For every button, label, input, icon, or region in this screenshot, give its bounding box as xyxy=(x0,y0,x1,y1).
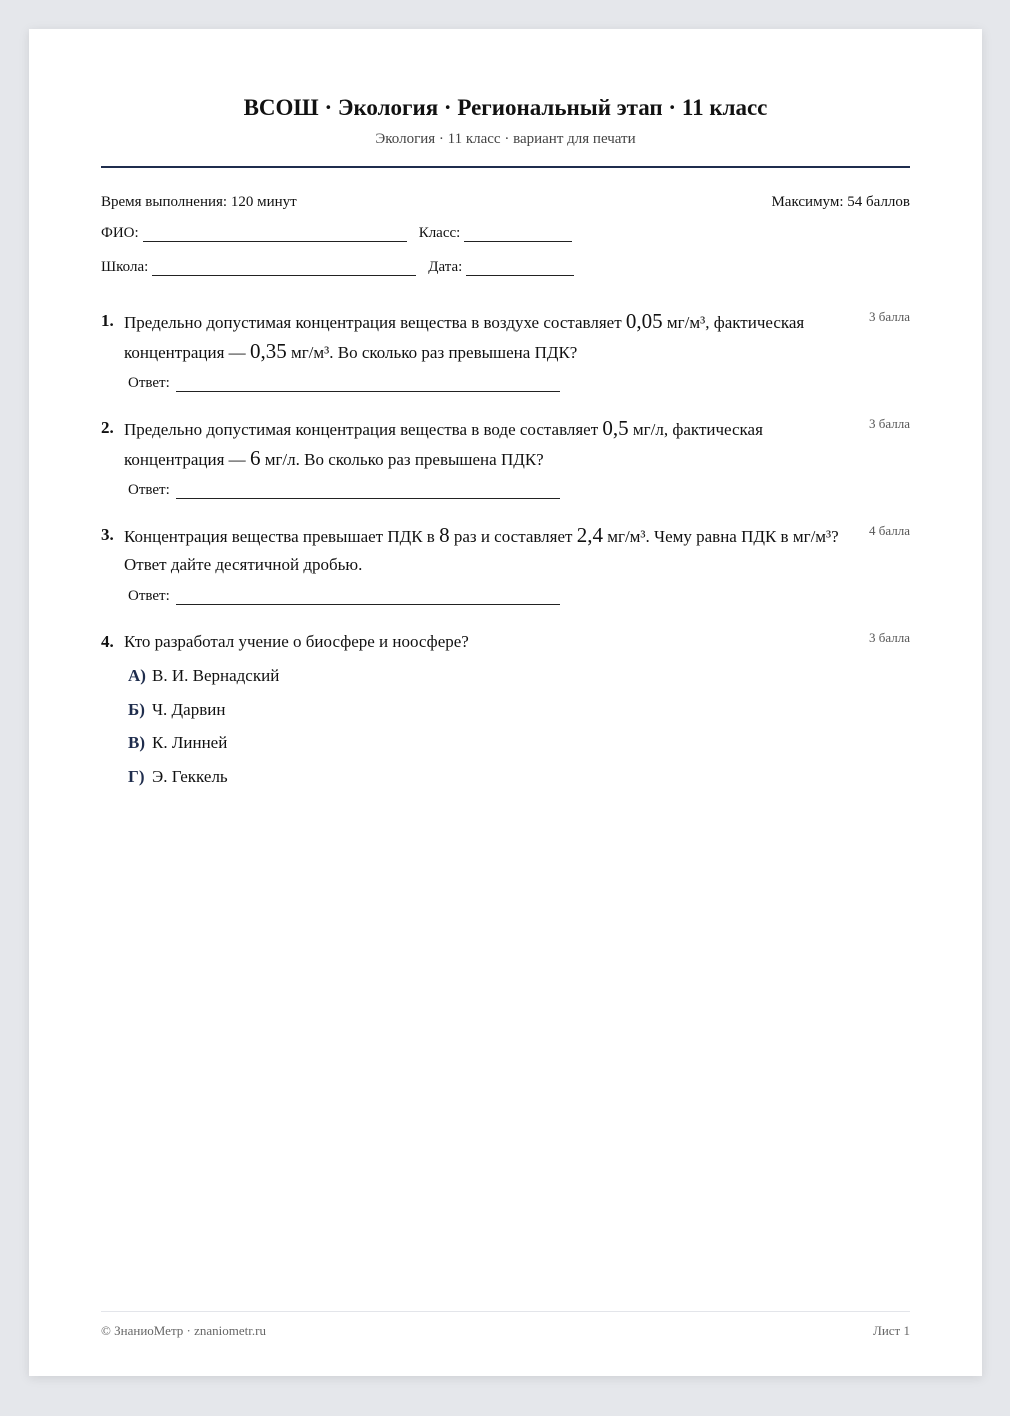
copyright-text: © ЗнаниоМетр · znaniometr.ru xyxy=(101,1323,266,1338)
value: 8 xyxy=(439,523,450,547)
time-limit: Время выполнения: 120 минут xyxy=(101,194,297,210)
answer-label: Ответ: xyxy=(128,482,170,498)
class-label: Класс: xyxy=(418,225,461,241)
max-score: Максимум: 54 баллов xyxy=(771,194,910,210)
question-text: Предельно допустимая концентрация вещества в воздухе составляет 0,05 мг/м³, фактическая концентрация — 0,35 мг/м³. Во сколько раз превышена ПДК? xyxy=(124,309,805,363)
answer-row-3 xyxy=(128,588,560,605)
answer-field[interactable] xyxy=(176,485,560,499)
question-text: Кто разработал учение о биосфере и ноосфере? xyxy=(124,632,469,651)
option-text: Ч. Дарвин xyxy=(152,700,226,719)
meta-row xyxy=(101,194,910,211)
option-text: В. И. Вернадский xyxy=(152,666,280,685)
page-title: ВСОШ · Экология · Региональный этап · 11 класс xyxy=(243,95,768,120)
class-field[interactable] xyxy=(464,228,572,242)
answer-label: Ответ: xyxy=(128,375,170,391)
option-b[interactable] xyxy=(128,700,225,720)
answer-label: Ответ: xyxy=(128,588,170,604)
value: 6 xyxy=(249,446,261,470)
date-field[interactable] xyxy=(466,262,574,276)
option-a[interactable] xyxy=(128,666,279,686)
question-points: 4 балла xyxy=(869,523,910,538)
option-letter: В) xyxy=(128,733,145,752)
question-number: 3. xyxy=(101,525,114,544)
date-label: Дата: xyxy=(428,259,463,275)
header-divider xyxy=(101,166,910,168)
fio-label: ФИО: xyxy=(101,225,139,241)
page-number: Лист 1 xyxy=(873,1323,910,1338)
school-field[interactable] xyxy=(152,262,416,276)
option-letter: Б) xyxy=(128,700,145,719)
answer-field[interactable] xyxy=(176,591,560,605)
answer-row-2 xyxy=(128,482,560,499)
option-letter: А) xyxy=(128,666,146,685)
question-text: Предельно допустимая концентрация вещества в воде составляет 0,5 мг/л, фактическая концентрация — 6 мг/л. Во сколько раз превышена ПДК? xyxy=(124,416,763,470)
exam-sheet xyxy=(29,29,982,1376)
option-letter: Г) xyxy=(128,767,145,786)
option-text: К. Линней xyxy=(152,733,228,752)
school-label: Школа: xyxy=(101,259,149,275)
question-points: 3 балла xyxy=(869,630,910,645)
fio-class-row xyxy=(101,225,910,242)
page-footer xyxy=(101,1323,910,1339)
value: 2,4 xyxy=(576,523,603,547)
school-date-row xyxy=(101,259,910,276)
value: 0,05 xyxy=(625,309,663,333)
question-points: 3 балла xyxy=(869,309,910,324)
question-number: 4. xyxy=(101,632,114,651)
question-number: 1. xyxy=(101,311,114,330)
sheet-content xyxy=(101,29,910,1376)
option-c[interactable] xyxy=(128,733,227,753)
fio-field[interactable] xyxy=(143,228,407,242)
option-text: Э. Геккель xyxy=(152,767,228,786)
footer-divider xyxy=(101,1311,910,1312)
answer-field[interactable] xyxy=(176,378,560,392)
question-text: Концентрация вещества превышает ПДК в 8 раз и составляет 2,4 мг/м³. Чему равна ПДК в мг/м³? Ответ дайте десятичной дробью. xyxy=(124,523,839,574)
question-number: 2. xyxy=(101,418,114,437)
answer-row-1 xyxy=(128,375,560,392)
page-subtitle: Экология · 11 класс · вариант для печати xyxy=(375,131,636,147)
value: 0,35 xyxy=(249,339,287,363)
value: 0,5 xyxy=(602,416,629,440)
question-points: 3 балла xyxy=(869,416,910,431)
option-d[interactable] xyxy=(128,767,228,787)
